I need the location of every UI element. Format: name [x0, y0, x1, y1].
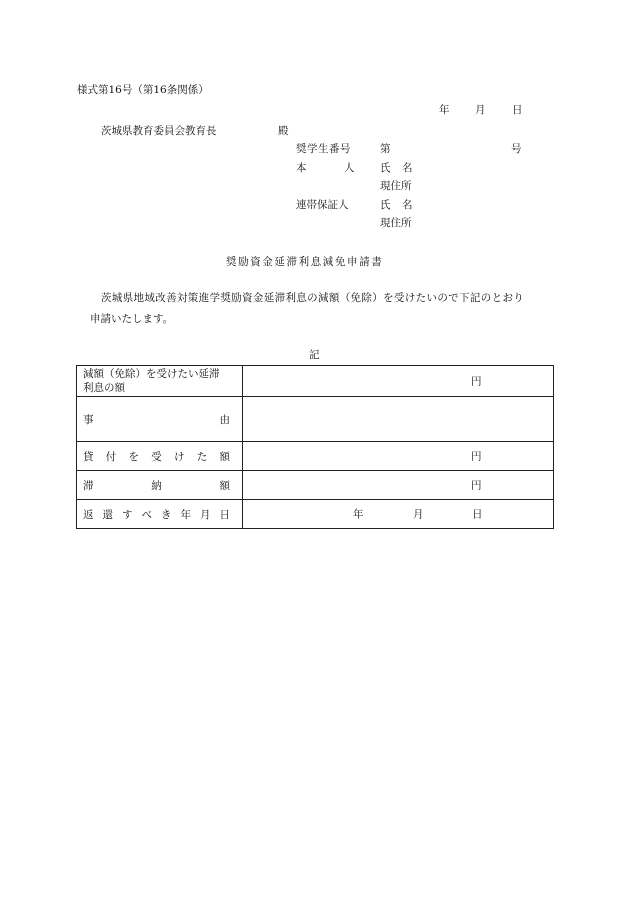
overdue-amount-label	[77, 471, 243, 500]
yen-unit: 円	[471, 375, 482, 388]
date-day-label: 日	[512, 104, 523, 116]
form-number: 様式第16号（第16条関係）	[77, 84, 209, 96]
reason-field[interactable]	[243, 397, 554, 442]
loan-amount-label-char: 付	[105, 450, 117, 463]
loan-amount-label-char: 額	[219, 450, 230, 463]
overdue-amount-label-char: 滞	[83, 479, 94, 492]
date-year-label: 年	[439, 104, 450, 116]
table-row	[77, 471, 554, 500]
body-text-line-1: 茨城県地域改善対策進学奨励資金延滞利息の減額（免除）を受けたいので下記のとおり	[101, 292, 525, 304]
table-row	[77, 442, 554, 471]
reason-label-char: 事	[83, 413, 94, 426]
overdue-amount-field[interactable]	[243, 471, 554, 500]
overdue-amount-label-char: 納	[151, 479, 162, 492]
repayment-date-label-char: べ	[141, 508, 152, 521]
self-name-label-char-1: 氏	[380, 162, 391, 174]
repayment-date-label-char: 月	[200, 508, 211, 521]
honorific: 殿	[278, 125, 289, 137]
repayment-date-label-char: 年	[180, 508, 191, 521]
repayment-date-field[interactable]	[243, 500, 554, 529]
reason-label	[77, 397, 243, 442]
interest-amount-label	[77, 366, 243, 397]
self-label-char-1: 本	[296, 162, 307, 174]
table-row	[77, 500, 554, 529]
loan-amount-label	[77, 442, 243, 471]
student-number-label: 奨学生番号	[296, 143, 351, 155]
repayment-month-unit: 月	[413, 508, 424, 521]
repayment-year-unit: 年	[353, 508, 364, 521]
reason-label-char: 由	[219, 413, 230, 426]
guarantor-label: 連帯保証人	[296, 199, 349, 211]
body-text-line-2: 申請いたします。	[90, 313, 174, 325]
loan-amount-label-char: 受	[151, 450, 162, 463]
loan-amount-label-char: を	[128, 450, 139, 463]
repayment-date-label-char: き	[161, 508, 172, 521]
repayment-date-label-char: 返	[83, 508, 94, 521]
self-address-label: 現住所	[380, 180, 412, 192]
table-row	[77, 366, 554, 397]
interest-amount-label-line-1: 減額（免除）を受けたい延滞	[83, 368, 220, 380]
overdue-amount-label-char: 額	[219, 479, 230, 492]
repayment-date-label-char: 還	[102, 508, 113, 521]
date-month-label: 月	[475, 104, 486, 116]
self-label-char-2: 人	[344, 162, 355, 174]
repayment-date-label-char: 日	[219, 508, 230, 521]
ki-heading: 記	[309, 349, 320, 361]
loan-amount-label-char: た	[196, 450, 208, 463]
loan-amount-label-char: 貸	[83, 450, 94, 463]
guarantor-address-label: 現住所	[380, 217, 412, 229]
loan-amount-label-char: け	[174, 450, 185, 463]
guarantor-name-label-char-1: 氏	[380, 199, 391, 211]
self-name-label-char-2: 名	[402, 162, 413, 174]
details-table	[76, 365, 554, 529]
student-number-suffix: 号	[511, 143, 522, 155]
repayment-day-unit: 日	[472, 508, 483, 521]
interest-amount-label-line-2: 利息の額	[83, 382, 125, 394]
yen-unit: 円	[471, 450, 482, 463]
yen-unit: 円	[471, 479, 482, 492]
loan-amount-field[interactable]	[243, 442, 554, 471]
addressee: 茨城県教育委員会教育長	[101, 125, 217, 137]
guarantor-name-label-char-2: 名	[402, 199, 413, 211]
repayment-date-label-char: す	[122, 508, 133, 521]
interest-amount-field[interactable]	[243, 366, 554, 397]
repayment-date-label	[77, 500, 243, 529]
table-row	[77, 397, 554, 442]
student-number-prefix: 第	[380, 143, 391, 155]
document-title: 奨励資金延滞利息減免申請書	[226, 256, 384, 268]
